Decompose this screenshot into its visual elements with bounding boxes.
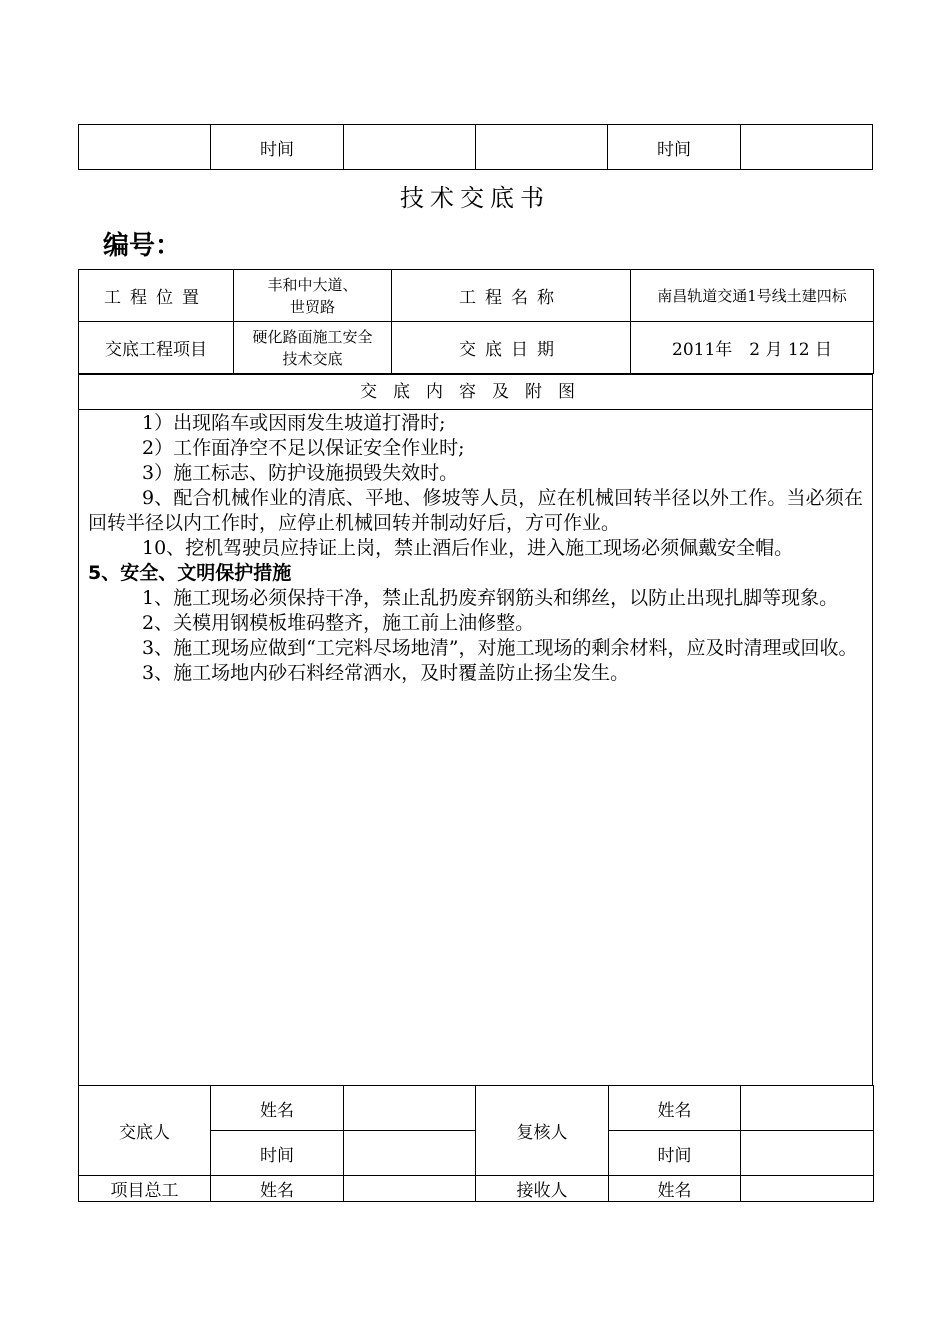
time-field[interactable] <box>740 125 872 170</box>
content-line: 10、挖机驾驶员应持证上岗，禁止酒后作业，进入施工现场必须佩戴安全帽。 <box>142 537 794 559</box>
blank-cell[interactable] <box>475 125 607 170</box>
project-name-value: 南昌轨道交通1号线土建四标 <box>631 270 874 322</box>
reviewer-label: 复核人 <box>476 1086 609 1176</box>
content-line: 1）出现陷车或因雨发生坡道打滑时; <box>142 412 446 434</box>
time-field[interactable] <box>343 125 475 170</box>
receiver-label: 接收人 <box>476 1176 609 1202</box>
item-line-1: 硬化路面施工安全 <box>252 327 373 346</box>
content-line: 2、关模用钢模板堆码整齐，施工前上油修整。 <box>142 612 535 634</box>
receiver-name-field[interactable] <box>741 1176 874 1202</box>
time-label: 时间 <box>211 125 343 170</box>
name-label: 姓名 <box>609 1176 741 1202</box>
date-label: 交底日期 <box>392 322 631 374</box>
time-label: 时间 <box>609 1131 741 1176</box>
number-label: 编号： <box>103 231 182 261</box>
document-title: 技术交底书 <box>400 184 550 212</box>
content-line: 9、配合机械作业的清底、平地、修坡等人员，应在机械回转半径以外工作。当必须在回转半径以内工作时，应停止机械回转并制动好后，方可作业。 <box>88 487 863 534</box>
chief-engineer-label: 项目总工 <box>79 1176 211 1202</box>
reviewer-time-field[interactable] <box>741 1131 874 1176</box>
name-label: 姓名 <box>211 1176 344 1202</box>
content-line: 1、施工现场必须保持干净，禁止乱扔废弃钢筋头和绑丝，以防止出现扎脚等现象。 <box>142 587 839 609</box>
section-heading: 5、安全、文明保护措施 <box>88 562 292 584</box>
name-label: 姓名 <box>211 1086 344 1131</box>
blank-cell[interactable] <box>79 125 211 170</box>
location-line-2: 世贸路 <box>289 297 335 316</box>
presenter-time-field[interactable] <box>344 1131 476 1176</box>
presenter-label: 交底人 <box>79 1086 211 1176</box>
time-label: 时间 <box>211 1131 344 1176</box>
signature-table <box>78 1085 874 1202</box>
content-line: 3）施工标志、防护设施损毁失效时。 <box>142 462 459 484</box>
content-body <box>88 411 863 686</box>
project-name-label: 工程名称 <box>392 270 631 322</box>
content-line: 3、施工场地内砂石料经常洒水，及时覆盖防止扬尘发生。 <box>142 662 630 684</box>
presenter-name-field[interactable] <box>344 1086 476 1131</box>
item-line-2: 技术交底 <box>282 349 343 368</box>
time-label: 时间 <box>608 125 740 170</box>
location-value <box>234 270 392 322</box>
content-line: 2）工作面净空不足以保证安全作业时; <box>142 437 465 459</box>
content-header: 交底内容及附图 <box>79 375 872 410</box>
content-line: 3、施工现场应做到“工完料尽场地清”，对施工现场的剩余材料，应及时清理或回收。 <box>142 637 858 659</box>
date-value: 2011年 2 月 12 日 <box>631 322 874 374</box>
reviewer-name-field[interactable] <box>741 1086 874 1131</box>
location-line-1: 丰和中大道、 <box>267 275 358 294</box>
item-label: 交底工程项目 <box>79 322 234 374</box>
item-value <box>234 322 392 374</box>
name-label: 姓名 <box>609 1086 741 1131</box>
project-info-table <box>78 269 874 374</box>
content-section <box>78 374 873 1086</box>
location-label: 工程位置 <box>79 270 234 322</box>
chief-name-field[interactable] <box>344 1176 476 1202</box>
top-signature-row <box>78 124 873 170</box>
